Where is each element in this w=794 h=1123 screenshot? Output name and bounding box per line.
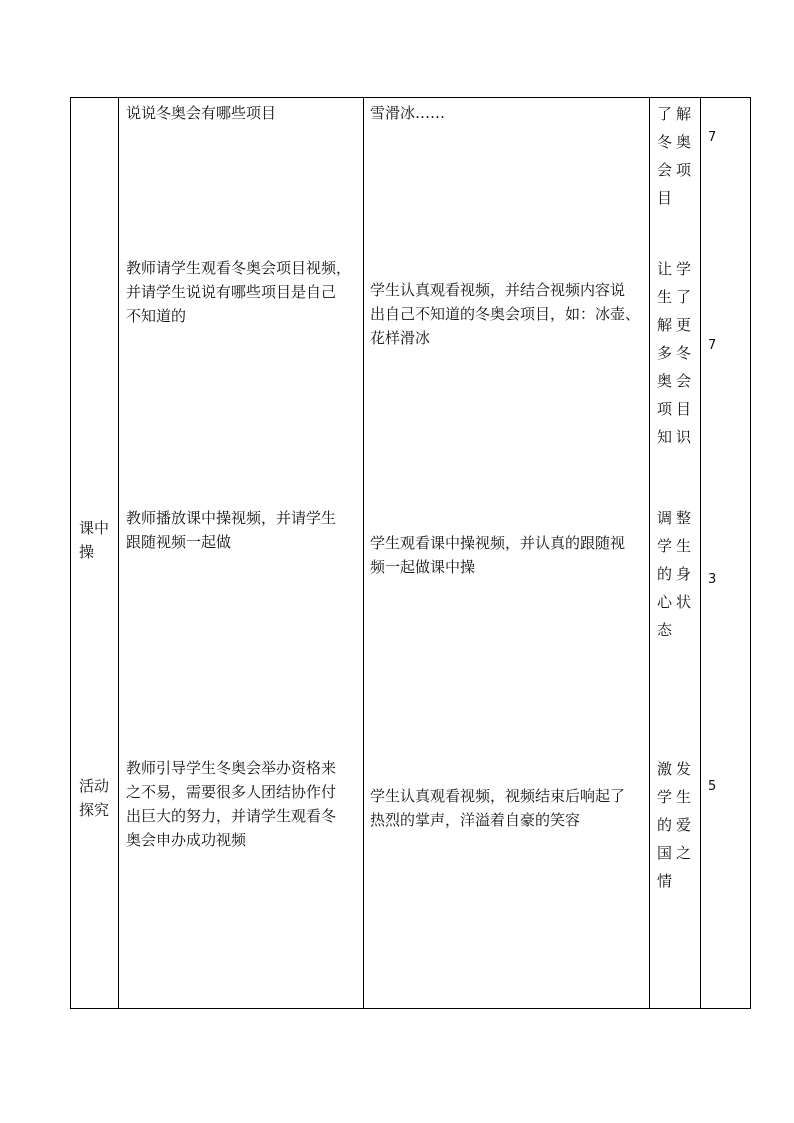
- lesson-plan-table: [70, 97, 751, 1009]
- teacher-activity: 教师播放课中操视频，并请学生 跟随视频一起做: [126, 509, 337, 551]
- teacher-activity: 教师请学生观看冬奥会项目视频， 并请学生说说有哪些项目是自己 不知道的: [126, 259, 352, 325]
- teacher-activity: 教师引导学生冬奥会举办资格来 之不易，需要很多人团结协作付 出巨大的努力，并请学生观看冬 奥会申办成功视频: [126, 759, 337, 849]
- teacher-activity: 说说冬奥会有哪些项目: [126, 104, 277, 122]
- phase-label: 活动 探究: [79, 777, 110, 819]
- design-intent: 调整 学生 的身 心状 态: [657, 509, 696, 639]
- design-intent: 激发 学生 的爱 国之 情: [657, 760, 696, 890]
- column-divider: [649, 98, 650, 1008]
- student-activity: 学生认真观看视频，并结合视频内容说 出自己不知道的冬奥会项目，如：冰壶、 花样滑冰: [370, 281, 641, 347]
- phase-label: 课中 操: [79, 519, 110, 561]
- column-divider: [118, 98, 119, 1008]
- student-activity: 学生观看课中操视频，并认真的跟随视 频一起做课中操: [370, 534, 626, 576]
- time-minutes: 5: [708, 779, 717, 794]
- design-intent: 了解 冬奥 会项 目: [657, 105, 696, 207]
- student-activity: 学生认真观看视频，视频结束后响起了 热烈的掌声，洋溢着自豪的笑容: [370, 787, 626, 829]
- time-minutes: 3: [708, 572, 717, 587]
- student-activity: 雪滑冰……: [370, 104, 446, 122]
- column-divider: [363, 98, 364, 1008]
- time-minutes: 7: [708, 338, 717, 353]
- design-intent: 让学 生了 解更 多冬 奥会 项目 知识: [657, 260, 696, 446]
- column-divider: [700, 98, 701, 1008]
- time-minutes: 7: [708, 130, 717, 145]
